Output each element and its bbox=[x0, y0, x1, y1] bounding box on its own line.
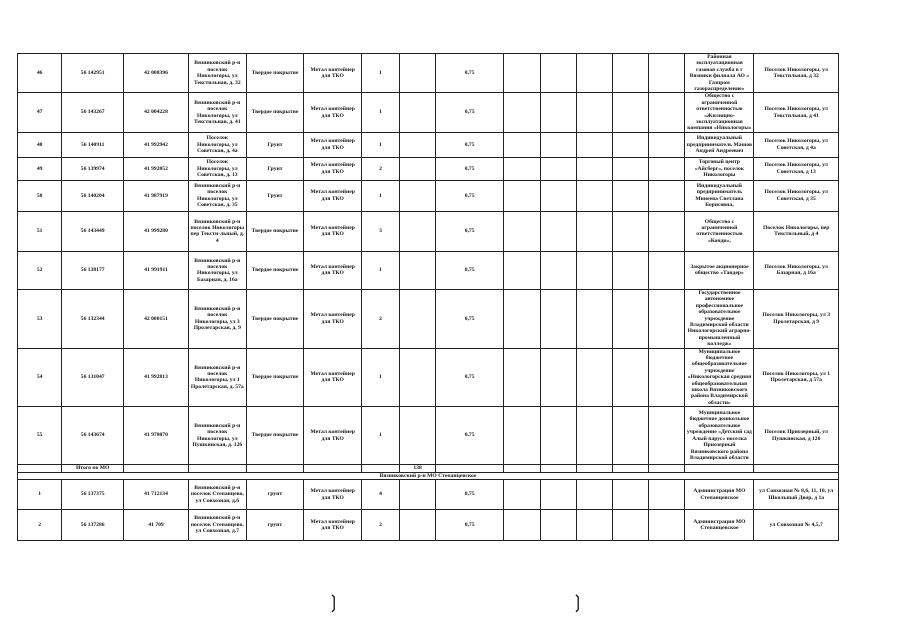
empty-cell bbox=[436, 465, 504, 472]
owner-organization: Общество с ограниченной ответственностью «Жилищно-эксплуатационная компания «Никологоры» bbox=[685, 93, 754, 132]
container-type: Метал контейнер для ТКО bbox=[304, 132, 362, 157]
coord-lon: 41 978070 bbox=[124, 407, 189, 465]
total-value: 138 bbox=[400, 465, 436, 472]
empty-cell bbox=[504, 251, 541, 289]
empty-cell bbox=[18, 465, 62, 472]
surface-type: Твердое покрытие bbox=[246, 93, 304, 132]
coord-lat: 56 137375 bbox=[62, 480, 124, 510]
empty-cell bbox=[400, 93, 436, 132]
table-row bbox=[18, 480, 839, 510]
waste-source: ул Совхозная № 4,5,7 bbox=[754, 510, 839, 541]
empty-cell bbox=[754, 465, 839, 472]
coord-lon: 41 991911 bbox=[124, 251, 189, 289]
container-count: 1 bbox=[361, 93, 399, 132]
empty-cell bbox=[188, 465, 246, 472]
container-type: Метал контейнер для ТКО bbox=[304, 289, 362, 348]
empty-cell bbox=[246, 465, 304, 472]
coord-lon: 41 709 bbox=[124, 510, 189, 541]
empty-cell bbox=[577, 510, 613, 541]
container-count: 2 bbox=[361, 157, 399, 180]
empty-cell bbox=[577, 180, 613, 211]
coord-lon: 41 992813 bbox=[124, 348, 189, 407]
empty-cell bbox=[541, 407, 577, 465]
surface-type: Твердое покрытие bbox=[246, 289, 304, 348]
empty-cell bbox=[649, 157, 685, 180]
empty-cell bbox=[400, 251, 436, 289]
waste-source: Поселок Никологоры, ул Советская, д 35 bbox=[754, 180, 839, 211]
empty-cell bbox=[504, 510, 541, 541]
empty-cell bbox=[649, 407, 685, 465]
table-row bbox=[18, 157, 839, 180]
site-address: Вязниковский р-н поселок Никологоры, ул Текстильная, д. 41 bbox=[188, 93, 246, 132]
container-count: 4 bbox=[361, 480, 399, 510]
total-label: Итого по МО bbox=[62, 465, 124, 472]
coord-lat: 56 131047 bbox=[62, 348, 124, 407]
container-count: 1 bbox=[361, 251, 399, 289]
empty-cell bbox=[577, 480, 613, 510]
empty-cell bbox=[361, 465, 399, 472]
empty-cell bbox=[649, 211, 685, 251]
surface-type: Твердое покрытие bbox=[246, 54, 304, 93]
empty-cell bbox=[504, 93, 541, 132]
empty-cell bbox=[577, 465, 613, 472]
empty-cell bbox=[577, 348, 613, 407]
coord-lat: 56 139974 bbox=[62, 157, 124, 180]
owner-organization: Администрация МО Степанцевское bbox=[685, 480, 754, 510]
container-type: Метал контейнер для ТКО bbox=[304, 211, 362, 251]
empty-cell bbox=[577, 132, 613, 157]
owner-organization: Муниципальное бюджетное дошкольное образовательное учреждение «Детский сад Алый парус» поселка Приозерный Вязниковского района Владимирской области bbox=[685, 407, 754, 465]
coord-lon: 42 000151 bbox=[124, 289, 189, 348]
container-count: 1 bbox=[361, 180, 399, 211]
owner-organization: Общество с ограниченной ответственностью «Конди», bbox=[685, 211, 754, 251]
empty-cell bbox=[613, 407, 649, 465]
coord-lon: 41 712134 bbox=[124, 480, 189, 510]
site-address: Вязниковский р-н поселок Никологоры, ул 1 Пролетарская, д. 57а bbox=[188, 348, 246, 407]
empty-cell bbox=[504, 348, 541, 407]
row-number: 46 bbox=[18, 54, 62, 93]
empty-cell bbox=[504, 180, 541, 211]
container-type: Метал контейнер для ТКО bbox=[304, 407, 362, 465]
empty-cell bbox=[685, 465, 754, 472]
empty-cell bbox=[613, 465, 649, 472]
owner-organization: Закрытое акционерное общество «Тандер» bbox=[685, 251, 754, 289]
waste-source: Поселок Никологоры, ул Текстильная, д 41 bbox=[754, 93, 839, 132]
container-count: 2 bbox=[361, 510, 399, 541]
total-row bbox=[18, 465, 839, 472]
container-volume: 0,75 bbox=[436, 289, 504, 348]
empty-cell bbox=[613, 180, 649, 211]
owner-organization: Районная эксплуатационная газовая служба в г Вязники филиала АО « Газпром газораспределение» bbox=[685, 54, 754, 93]
surface-type: Твердое покрытие bbox=[246, 407, 304, 465]
surface-type: Грунт bbox=[246, 180, 304, 211]
table-row bbox=[18, 132, 839, 157]
coord-lat: 56 140204 bbox=[62, 180, 124, 211]
empty-cell bbox=[400, 180, 436, 211]
container-type: Метал контейнер для ТКО bbox=[304, 510, 362, 541]
empty-cell bbox=[400, 157, 436, 180]
coord-lat: 56 138177 bbox=[62, 251, 124, 289]
site-address: Вязниковский р-н поселок Никологоры, ул Пушкинская, д. 126 bbox=[188, 407, 246, 465]
coord-lon: 42 004228 bbox=[124, 93, 189, 132]
empty-cell bbox=[577, 211, 613, 251]
empty-cell bbox=[541, 93, 577, 132]
site-address: Вязниковский р-н поселок Степанцево, ул Совхозная, д.7 bbox=[188, 510, 246, 541]
page-mark: ❳ bbox=[570, 592, 586, 613]
section-row bbox=[18, 472, 839, 479]
empty-cell bbox=[400, 54, 436, 93]
table-row bbox=[18, 510, 839, 541]
waste-source: Поселок Приозерный, ул Пушкинская, д 126 bbox=[754, 407, 839, 465]
row-number: 2 bbox=[18, 510, 62, 541]
owner-organization: Администрация МО Степанцевское bbox=[685, 510, 754, 541]
table-row bbox=[18, 348, 839, 407]
empty-cell bbox=[400, 132, 436, 157]
table-row bbox=[18, 289, 839, 348]
empty-cell bbox=[649, 348, 685, 407]
empty-cell bbox=[613, 251, 649, 289]
row-number: 52 bbox=[18, 251, 62, 289]
coord-lat: 56 143267 bbox=[62, 93, 124, 132]
empty-cell bbox=[613, 132, 649, 157]
container-type: Метал контейнер для ТКО bbox=[304, 480, 362, 510]
empty-cell bbox=[541, 465, 577, 472]
waste-source: Поселок Никологоры, ул Текстильная, д 32 bbox=[754, 54, 839, 93]
site-address: Вязниковский р-н поселок Никологоры, ул Текстильная, д. 32 bbox=[188, 54, 246, 93]
row-number: 51 bbox=[18, 211, 62, 251]
coord-lon: 41 992052 bbox=[124, 157, 189, 180]
site-address: Поселок Никологоры, ул Советская, д. 4а bbox=[188, 132, 246, 157]
container-volume: 0,75 bbox=[436, 157, 504, 180]
coord-lat: 56 132344 bbox=[62, 289, 124, 348]
empty-cell bbox=[577, 54, 613, 93]
table-row bbox=[18, 93, 839, 132]
empty-cell bbox=[577, 407, 613, 465]
container-volume: 0,75 bbox=[436, 251, 504, 289]
empty-cell bbox=[304, 465, 362, 472]
surface-type: Твердое покрытие bbox=[246, 251, 304, 289]
empty-cell bbox=[504, 132, 541, 157]
container-type: Метал контейнер для ТКО bbox=[304, 157, 362, 180]
empty-cell bbox=[541, 510, 577, 541]
coord-lat: 56 143449 bbox=[62, 211, 124, 251]
row-number: 48 bbox=[18, 132, 62, 157]
surface-type: Грунт bbox=[246, 157, 304, 180]
empty-cell bbox=[649, 180, 685, 211]
container-type: Метал контейнер для ТКО bbox=[304, 251, 362, 289]
site-address: Вязниковский р-н поселок Никологоры пер Тексти-льный, д. 4 bbox=[188, 211, 246, 251]
container-type: Метал контейнер для ТКО bbox=[304, 54, 362, 93]
empty-cell bbox=[504, 465, 541, 472]
empty-cell bbox=[649, 54, 685, 93]
empty-cell bbox=[541, 251, 577, 289]
empty-cell bbox=[504, 480, 541, 510]
container-count: 1 bbox=[361, 132, 399, 157]
empty-cell bbox=[400, 348, 436, 407]
row-number: 47 bbox=[18, 93, 62, 132]
waste-sites-table bbox=[17, 53, 839, 541]
surface-type: грунт bbox=[246, 510, 304, 541]
empty-cell bbox=[613, 54, 649, 93]
empty-cell bbox=[400, 289, 436, 348]
empty-cell bbox=[613, 93, 649, 132]
container-volume: 0,75 bbox=[436, 211, 504, 251]
empty-cell bbox=[613, 157, 649, 180]
empty-cell bbox=[504, 157, 541, 180]
empty-cell bbox=[504, 54, 541, 93]
empty-cell bbox=[649, 480, 685, 510]
section-title: Вязниковский р-н МО Степанцевское bbox=[18, 472, 839, 479]
coord-lat: 56 143674 bbox=[62, 407, 124, 465]
table-row bbox=[18, 180, 839, 211]
empty-cell bbox=[541, 157, 577, 180]
row-number: 1 bbox=[18, 480, 62, 510]
owner-organization: Индивидуальный предприниматель Минеева Светлана Борисовна, bbox=[685, 180, 754, 211]
table-row bbox=[18, 211, 839, 251]
waste-source: Поселок Никологоры, ул Советская, д 13 bbox=[754, 157, 839, 180]
waste-source: Поселок Никологоры, ул Базарная, д 16а bbox=[754, 251, 839, 289]
container-volume: 0,75 bbox=[436, 480, 504, 510]
container-count: 1 bbox=[361, 348, 399, 407]
empty-cell bbox=[649, 465, 685, 472]
row-number: 50 bbox=[18, 180, 62, 211]
container-count: 1 bbox=[361, 407, 399, 465]
container-type: Метал контейнер для ТКО bbox=[304, 348, 362, 407]
row-number: 54 bbox=[18, 348, 62, 407]
container-count: 3 bbox=[361, 211, 399, 251]
owner-organization: Торговый центр «Айсберг», поселок Никологоры bbox=[685, 157, 754, 180]
empty-cell bbox=[504, 407, 541, 465]
site-address: Вязниковский р-н поселок Никологоры, ул Базарная, д. 16а bbox=[188, 251, 246, 289]
container-volume: 0,75 bbox=[436, 180, 504, 211]
container-volume: 0,75 bbox=[436, 54, 504, 93]
surface-type: Твердое покрытие bbox=[246, 348, 304, 407]
empty-cell bbox=[541, 54, 577, 93]
empty-cell bbox=[613, 348, 649, 407]
empty-cell bbox=[400, 480, 436, 510]
empty-cell bbox=[649, 510, 685, 541]
empty-cell bbox=[400, 510, 436, 541]
owner-organization: Индивидуальный предприниматель Машов Андрей Андреевич bbox=[685, 132, 754, 157]
empty-cell bbox=[400, 407, 436, 465]
empty-cell bbox=[541, 480, 577, 510]
table-row bbox=[18, 407, 839, 465]
empty-cell bbox=[541, 211, 577, 251]
row-number: 53 bbox=[18, 289, 62, 348]
site-address: Вязниковский р-н поселок Степанцево, ул Совхозная, д.6 bbox=[188, 480, 246, 510]
empty-cell bbox=[649, 132, 685, 157]
table-row bbox=[18, 251, 839, 289]
empty-cell bbox=[541, 180, 577, 211]
site-address: Поселок Никологоры, ул Советская, д. 13 bbox=[188, 157, 246, 180]
empty-cell bbox=[577, 93, 613, 132]
empty-cell bbox=[649, 93, 685, 132]
empty-cell bbox=[124, 465, 189, 472]
site-address: Вязниковский р-н поселок Никологоры, ул 3 Пролетарская, д. 9 bbox=[188, 289, 246, 348]
empty-cell bbox=[613, 289, 649, 348]
container-type: Метал контейнер для ТКО bbox=[304, 180, 362, 211]
owner-organization: Муниципальное бюджетное общеобразовательное учреждение «Никологорская средняя общеобразовательная школа Вязниковского района Владимирской области» bbox=[685, 348, 754, 407]
waste-source: Поселок Никологоры, ул 1 Пролетарская, д 57а bbox=[754, 348, 839, 407]
container-volume: 0,75 bbox=[436, 407, 504, 465]
container-count: 1 bbox=[361, 54, 399, 93]
surface-type: грунт bbox=[246, 480, 304, 510]
empty-cell bbox=[504, 289, 541, 348]
container-volume: 0,75 bbox=[436, 348, 504, 407]
waste-source: ул Совхозная № 8,6, 11, 10, ул Школьный Двор, д 1а bbox=[754, 480, 839, 510]
empty-cell bbox=[649, 289, 685, 348]
empty-cell bbox=[577, 157, 613, 180]
waste-source: Поселок Никологоры, пер Текстильный, д 4 bbox=[754, 211, 839, 251]
empty-cell bbox=[613, 211, 649, 251]
coord-lat: 56 137286 bbox=[62, 510, 124, 541]
container-volume: 0,75 bbox=[436, 132, 504, 157]
container-type: Метал контейнер для ТКО bbox=[304, 93, 362, 132]
empty-cell bbox=[541, 132, 577, 157]
row-number: 55 bbox=[18, 407, 62, 465]
site-address: Вязниковский р-н поселок Никологоры, ул Советская, д. 35 bbox=[188, 180, 246, 211]
container-count: 2 bbox=[361, 289, 399, 348]
coord-lon: 41 987919 bbox=[124, 180, 189, 211]
empty-cell bbox=[400, 211, 436, 251]
coord-lat: 56 142951 bbox=[62, 54, 124, 93]
row-number: 49 bbox=[18, 157, 62, 180]
empty-cell bbox=[577, 251, 613, 289]
empty-cell bbox=[613, 510, 649, 541]
empty-cell bbox=[649, 251, 685, 289]
surface-type: Грунт bbox=[246, 132, 304, 157]
waste-source: Поселок Никологоры, ул 3 Пролетарская, д 9 bbox=[754, 289, 839, 348]
container-volume: 0,75 bbox=[436, 93, 504, 132]
page-mark: ❳ bbox=[326, 592, 342, 613]
waste-source: Поселок Никологоры, ул Советская, д 4а bbox=[754, 132, 839, 157]
empty-cell bbox=[541, 348, 577, 407]
empty-cell bbox=[541, 289, 577, 348]
owner-organization: Государственное автономное профессиональное образовательное учреждение Владимирской области Никологорский аграрно-промышленный колледж» bbox=[685, 289, 754, 348]
empty-cell bbox=[504, 211, 541, 251]
empty-cell bbox=[577, 289, 613, 348]
container-volume: 0,75 bbox=[436, 510, 504, 541]
coord-lon: 41 992942 bbox=[124, 132, 189, 157]
surface-type: Твердое покрытие bbox=[246, 211, 304, 251]
empty-cell bbox=[613, 480, 649, 510]
coord-lon: 41 999280 bbox=[124, 211, 189, 251]
coord-lon: 42 008396 bbox=[124, 54, 189, 93]
coord-lat: 56 140911 bbox=[62, 132, 124, 157]
table-row bbox=[18, 54, 839, 93]
